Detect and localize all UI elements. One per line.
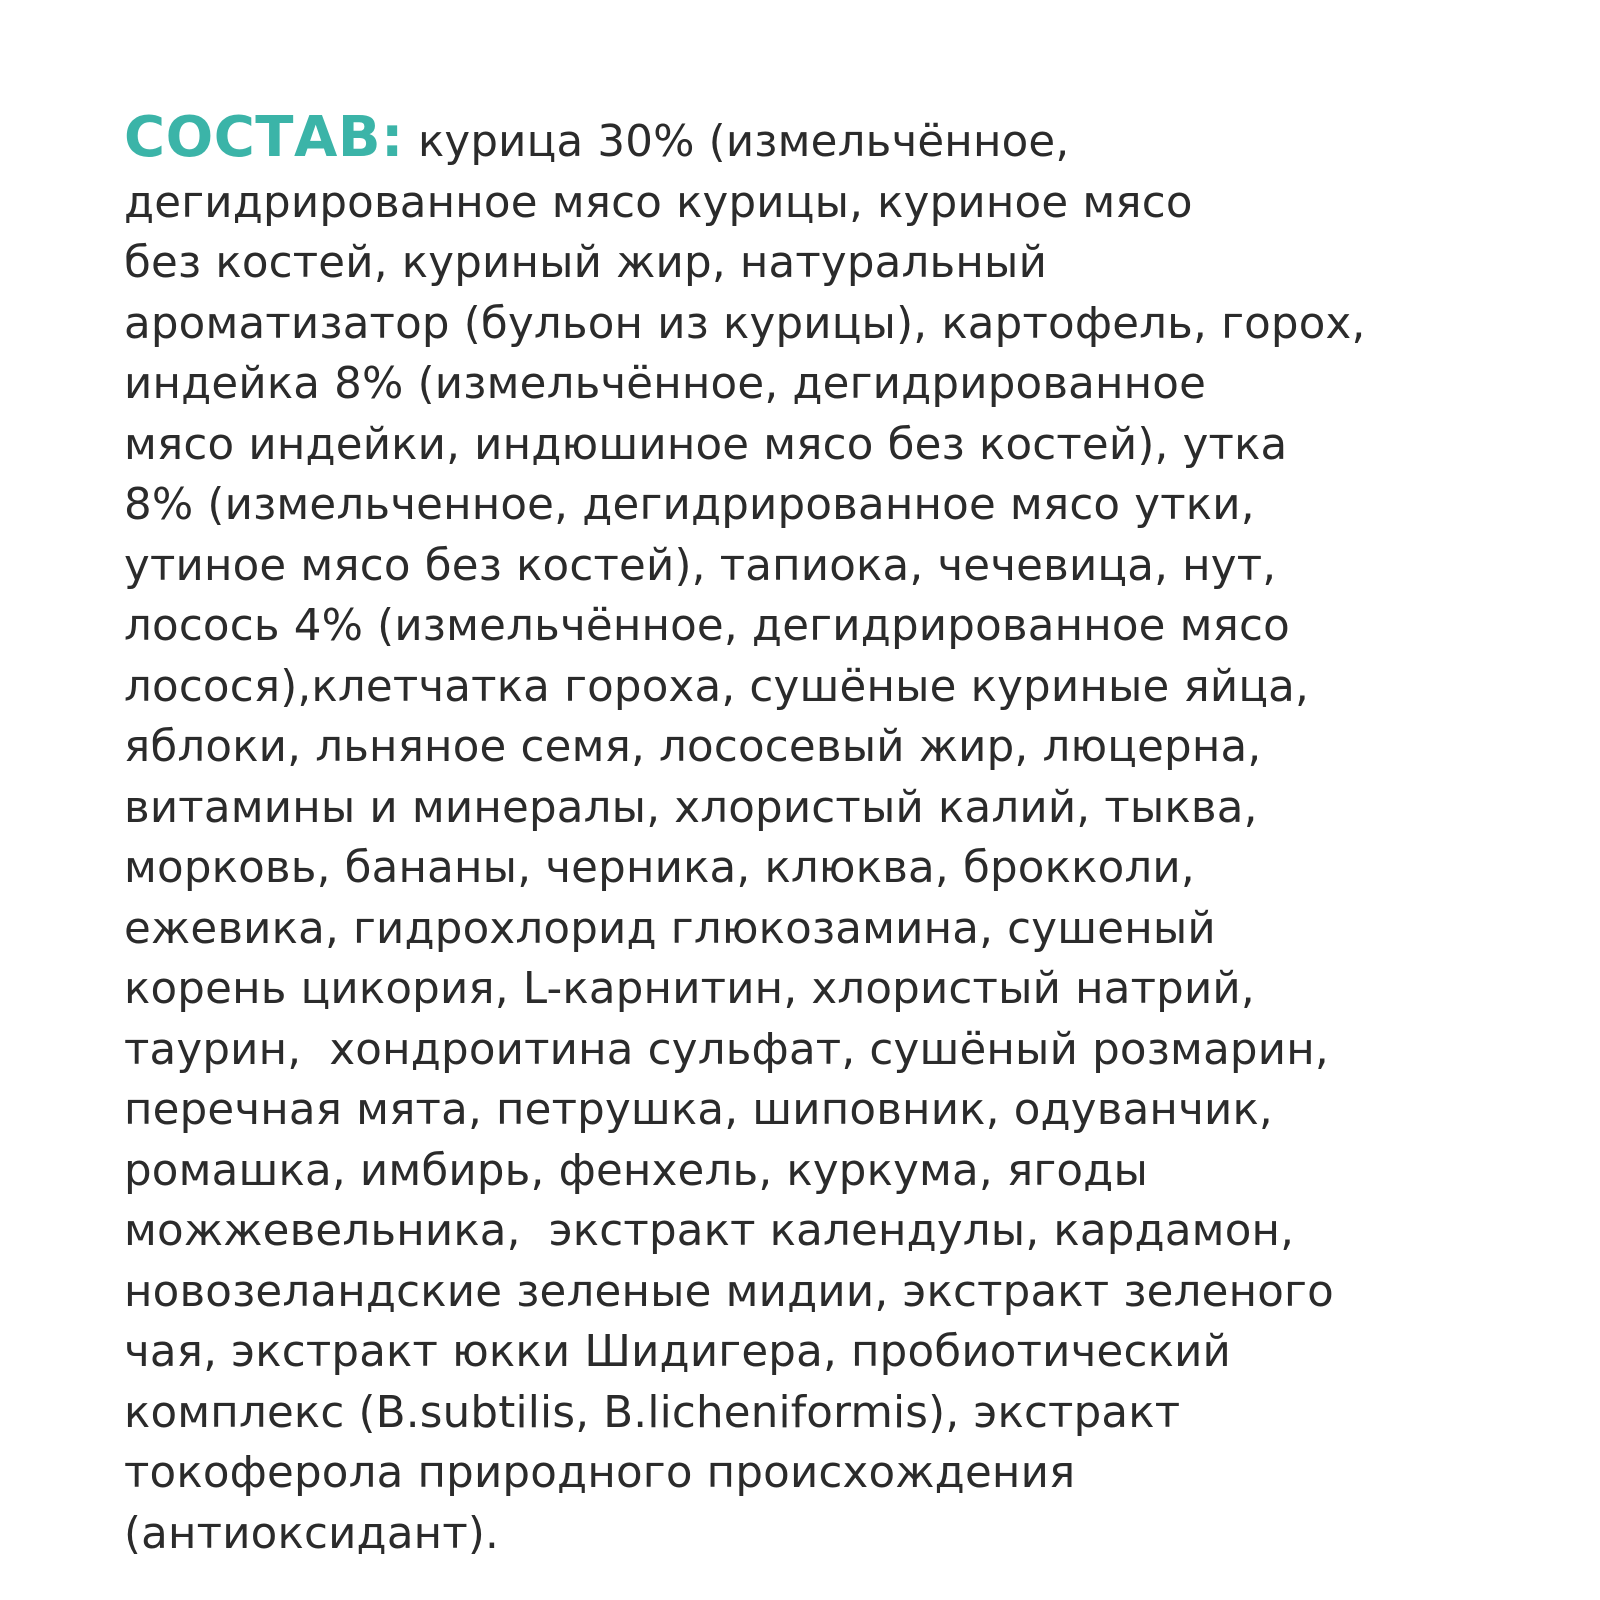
- composition-line: ежевика, гидрохлорид глюкозамина, сушеный: [124, 903, 1216, 954]
- composition-line: утиное мясо без костей), тапиока, чечевица, нут,: [124, 540, 1277, 591]
- composition-line: лосося),клетчатка гороха, сушёные куриные яйца,: [124, 661, 1310, 712]
- composition-line: морковь, бананы, черника, клюква, брокколи,: [124, 843, 1195, 893]
- composition-line: дегидрированное мясо курицы, куриное мясо: [124, 177, 1193, 228]
- composition-line: индейка 8% (измельчённое, дегидрированное: [124, 359, 1207, 409]
- composition-line: перечная мята, петрушка, шиповник, одуванчик,: [124, 1085, 1273, 1135]
- composition-line: ромашка, имбирь, фенхель, куркума, ягоды: [124, 1145, 1149, 1196]
- composition-line: ароматизатор (бульон из курицы), картофель, горох,: [124, 298, 1366, 349]
- composition-line: без костей, куриный жир, натуральный: [124, 238, 1048, 288]
- composition-line-1-text: курица 30% (измельчённое,: [403, 117, 1070, 167]
- composition-line: яблоки, льняное семя, лососевый жир, люцерна,: [124, 722, 1262, 772]
- composition-line: новозеландские зеленые мидии, экстракт зеленого: [124, 1266, 1334, 1317]
- composition-line: корень цикория, L-карнитин, хлористый натрий,: [124, 964, 1255, 1014]
- composition-line: витамины и минералы, хлористый калий, тыква,: [124, 782, 1258, 833]
- composition-line: токоферола природного происхождения: [124, 1448, 1076, 1498]
- composition-block: [124, 105, 1524, 1564]
- composition-line: таурин, хондроитина сульфат, сушёный розмарин,: [124, 1024, 1329, 1075]
- composition-line-1: [124, 105, 1524, 173]
- composition-line: мясо индейки, индюшиное мясо без костей), утка: [124, 419, 1288, 470]
- composition-line: лосось 4% (измельчённое, дегидрированное мясо: [124, 601, 1290, 651]
- composition-line: 8% (измельченное, дегидрированное мясо утки,: [124, 480, 1255, 530]
- composition-line: чая, экстракт юкки Шидигера, пробиотический: [124, 1327, 1232, 1377]
- composition-line: (антиоксидант).: [124, 1508, 500, 1559]
- composition-line: можжевельника, экстракт календулы, кардамон,: [124, 1206, 1295, 1256]
- composition-line: комплекс (B.subtilis, B.licheniformis), экстракт: [124, 1387, 1181, 1438]
- composition-heading: СОСТАВ:: [124, 105, 404, 170]
